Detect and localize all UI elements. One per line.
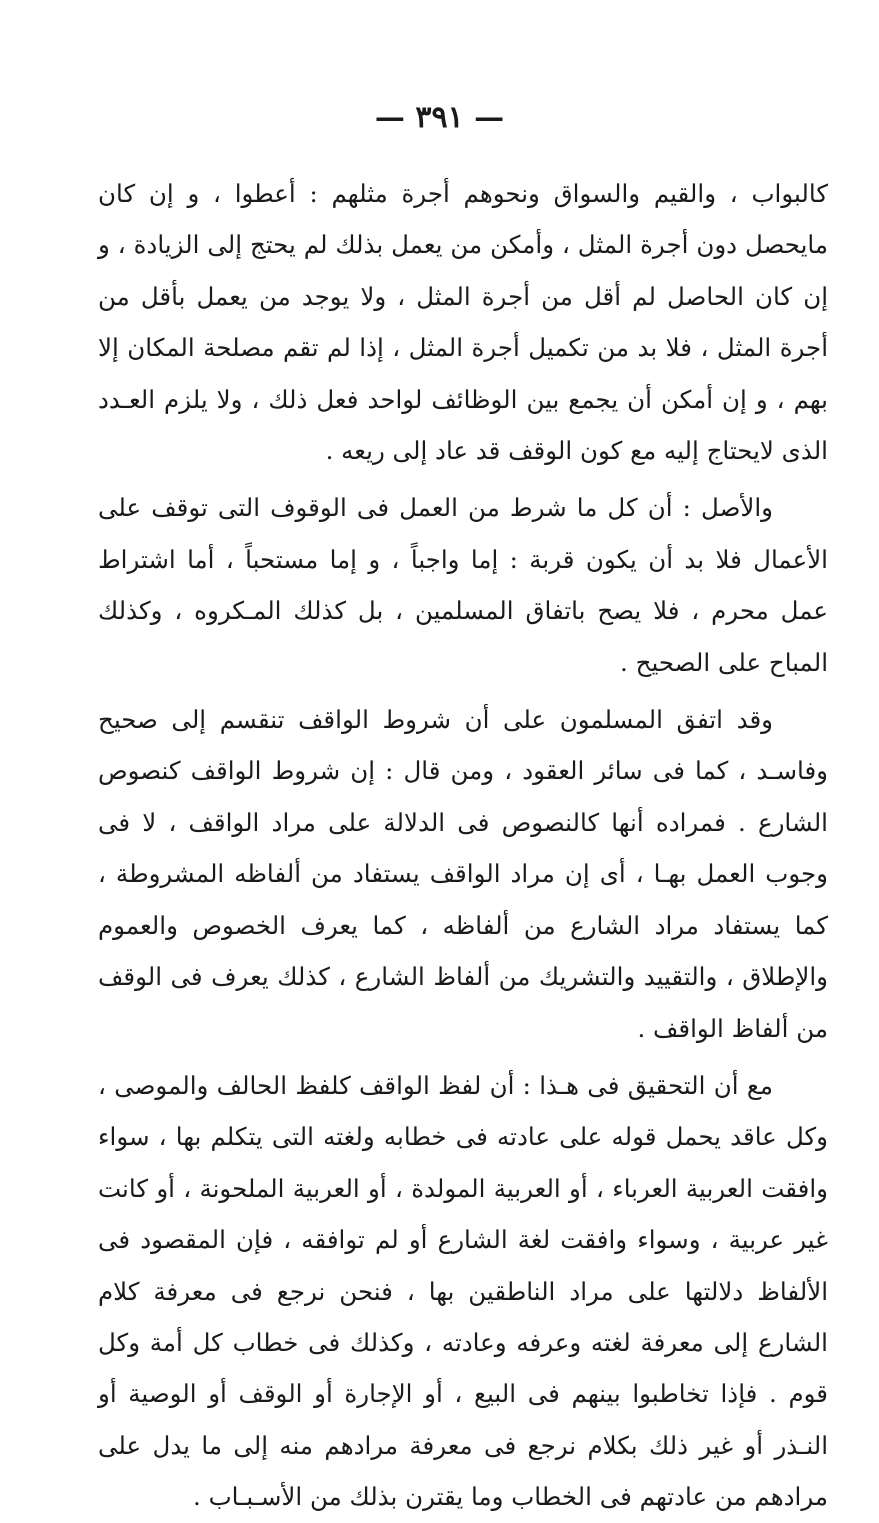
paragraph-verification: مع أن التحقيق فى هـذا : أن لفظ الواقف كلفظ الحالف والموصى ، وكل عاقد يحمل قوله على عادته فى خطابه ولغته التى يتكلم بها ، سواء وافقت العربية العرباء ، أو العربية المولدة ، أو العربية الملحونة ، أو كانت غير عربية ، وسواء وافقت لغة الشارع أو لم توافقه ، فإن المقصود فى الألفاظ دلالتها على مراد الناطقين بها ، فنحن نرجع فى معرفة كلام الشارع إلى معرفة لغته وعرفه وعادته ، وكذلك فى خطاب كل أمة وكل قوم . فإذا تخاطبوا بينهم فى البيع ، أو الإجارة أو الوقف أو الوصية أو النـذر أو غير ذلك بكلام نرجع فى معرفة مرادهم منه إلى ما يدل على مرادهم من عادتهم فى الخطاب وما يقترن بذلك من الأسـبـاب . [98, 1070, 828, 1512]
paragraph-waqif-conditions: وقد اتفق المسلمون على أن شروط الواقف تنقسم إلى صحيح وفاسـد ، كما فى سائر العقود ، ومن قال : إن شروط الواقف كنصوص الشارع . فمراده أنها كالنصوص فى الدلالة على مراد الواقف ، لا فى وجوب العمل بهـا ، أى إن مراد الواقف يستفاد من ألفاظه المشروطة ، كما يستفاد مراد الشارع من ألفاظه ، كما يعرف الخصوص والعموم والإطلاق ، والتقييد والتشريك من ألفاظ الشارع ، كذلك يعرف فى الوقف من ألفاظ الواقف . [98, 705, 828, 1043]
paragraph-wages: كالبواب ، والقيم والسواق ونحوهم أجرة مثلهم : أعطوا ، و إن كان مايحصل دون أجرة المثل ، وأمكن من يعمل بذلك لم يحتج إلى الزيادة ، و إن كان الحاصل لم أقل من أجرة المثل ، ولا يوجد من يعمل بأقل من أجرة المثل ، فلا بد من تكميل أجرة المثل ، إذا لم تقم مصلحة المكان إلا بهم ، و إن أمكن أن يجمع بين الوظائف لواحد فعل ذلك ، ولا يلزم العـدد الذى لايحتاج إليه مع كون الوقف قد عاد إلى ريعه . [98, 179, 828, 466]
body-text [98, 168, 828, 1523]
paragraph-conditions-qurba: والأصل : أن كل ما شرط من العمل فى الوقوف التى توقف على الأعمال فلا بد أن يكون قربة : إما واجباً ، و إما مستحباً ، أما اشتراط عمل محرم ، فلا يصح باتفاق المسلمين ، بل كذلك المـكروه ، وكذلك المباح على الصحيح . [98, 493, 828, 677]
page-number: — ٣٩١ — [374, 100, 505, 135]
